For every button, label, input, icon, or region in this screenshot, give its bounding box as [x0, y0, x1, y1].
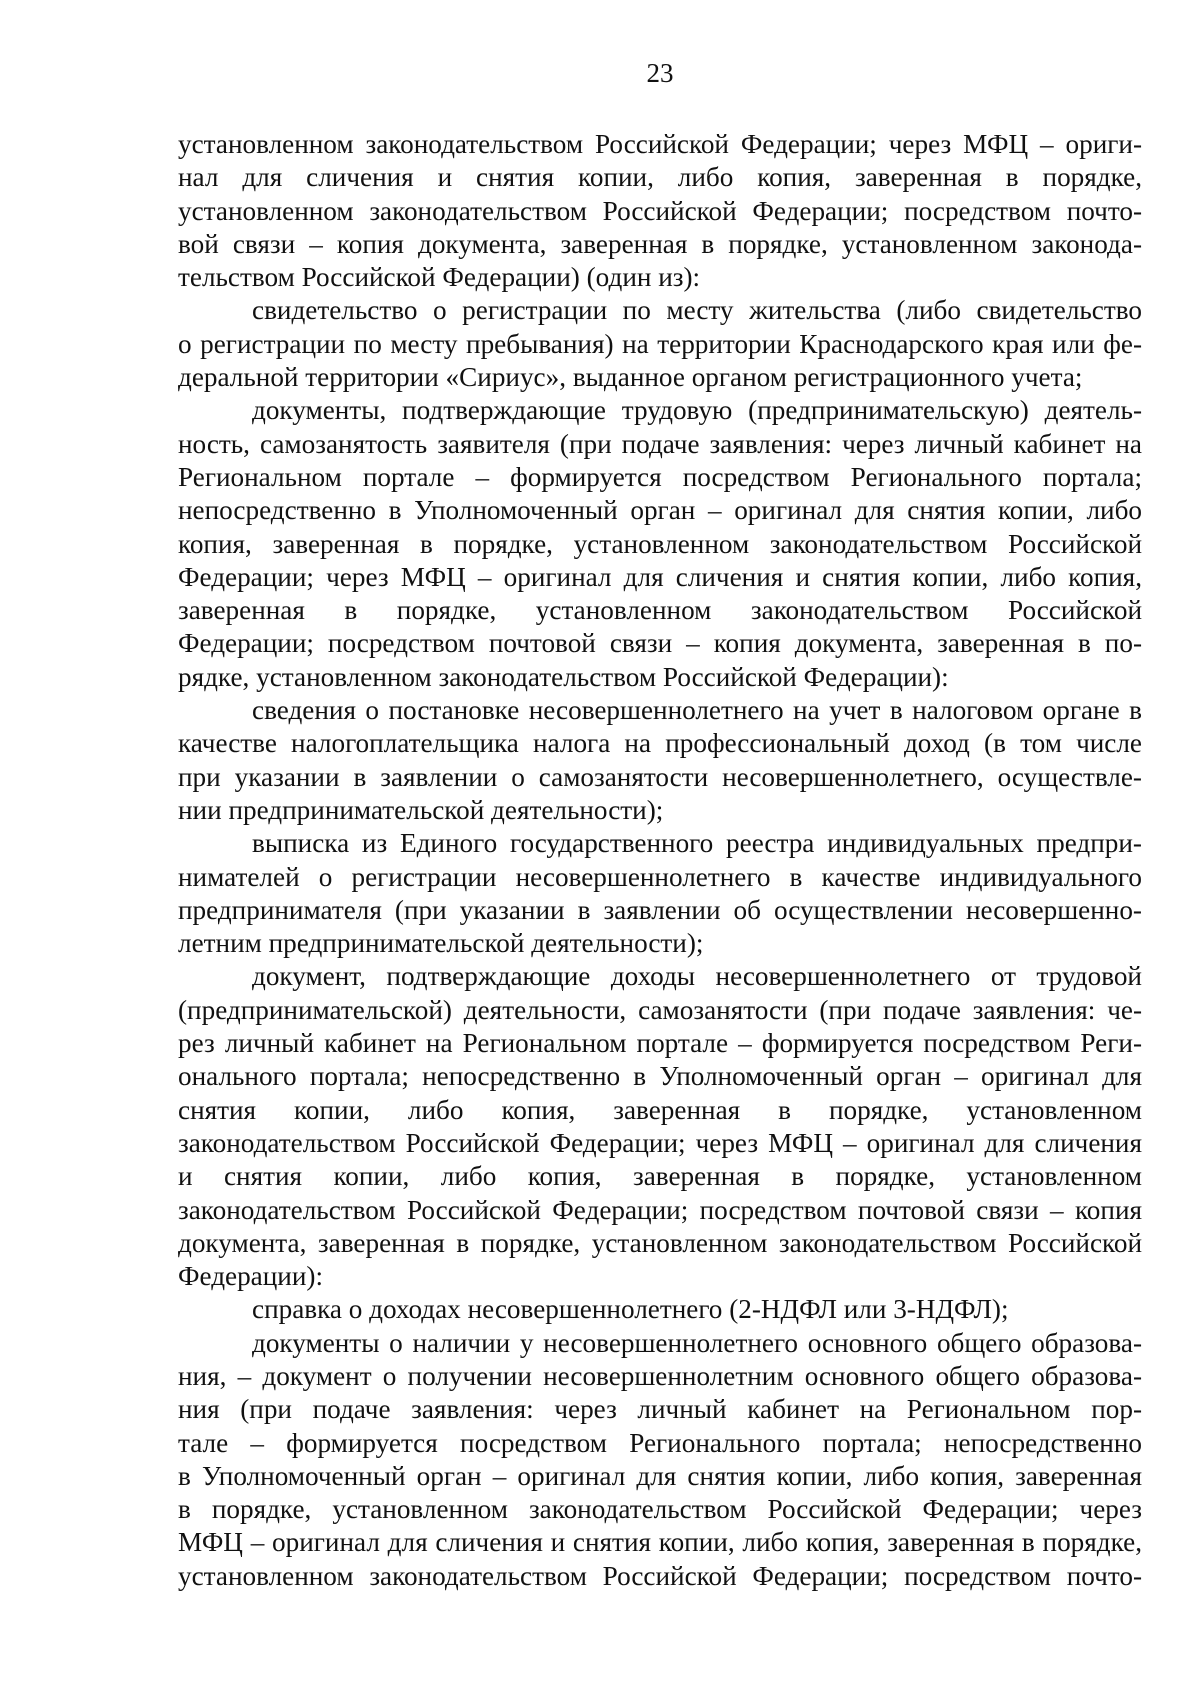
text-line: документы, подтверждающие трудовую (предпринимательскую) деятель-	[252, 395, 1142, 426]
text-line: документ, подтверждающие доходы несовершеннолетнего от трудовой	[252, 961, 1142, 992]
text-line: копия, заверенная в порядке, установленном законодательством Российской	[178, 528, 1142, 559]
text-line: снятия копии, либо копия, заверенная в порядке, установленном	[178, 1094, 1142, 1125]
text-line: нии предпринимательской деятельности);	[178, 794, 664, 825]
text-line: свидетельство о регистрации по месту жительства (либо свидетельство	[252, 295, 1142, 326]
text-line: Федерации; посредством почтовой связи – копия документа, заверенная в по-	[178, 628, 1142, 659]
text-line: установленном законодательством Российской Федерации; посредством почто-	[178, 195, 1142, 226]
text-line: предпринимателя (при указании в заявлении об осуществлении несовершенно-	[178, 894, 1142, 925]
text-line: ния, – документ о получении несовершеннолетним основного общего образова-	[178, 1360, 1142, 1391]
text-line: в Уполномоченный орган – оригинал для снятия копии, либо копия, заверенная	[178, 1460, 1142, 1491]
text-line: и снятия копии, либо копия, заверенная в порядке, установленном	[178, 1161, 1142, 1192]
text-line: документа, заверенная в порядке, установленном законодательством Российской	[178, 1227, 1142, 1258]
text-line: Федерации; через МФЦ – оригинал для сличения и снятия копии, либо копия,	[178, 561, 1142, 592]
text-line: установленном законодательством Российской Федерации; посредством почто-	[178, 1560, 1142, 1591]
text-line: заверенная в порядке, установленном законодательством Российской	[178, 595, 1142, 626]
text-line: сведения о постановке несовершеннолетнего на учет в налоговом органе в	[252, 695, 1142, 726]
text-line: непосредственно в Уполномоченный орган – оригинал для снятия копии, либо	[178, 495, 1142, 526]
text-line: нимателей о регистрации несовершеннолетнего в качестве индивидуального	[178, 861, 1142, 892]
text-line: законодательством Российской Федерации; через МФЦ – оригинал для сличения	[178, 1127, 1142, 1158]
text-line: тале – формируется посредством Регионального портала; непосредственно	[178, 1427, 1142, 1458]
text-line: деральной территории «Сириус», выданное органом регистрационного учета;	[178, 362, 1083, 393]
text-line: вой связи – копия документа, заверенная в порядке, установленном законода-	[178, 228, 1142, 259]
text-line: рядке, установленном законодательством Российской Федерации):	[178, 661, 949, 692]
text-line: качестве налогоплательщика налога на профессиональный доход (в том числе	[178, 728, 1142, 759]
text-line: справка о доходах несовершеннолетнего (2-НДФЛ или 3-НДФЛ);	[252, 1294, 1009, 1325]
text-line: документы о наличии у несовершеннолетнего основного общего образова-	[252, 1327, 1142, 1358]
text-line: законодательством Российской Федерации; посредством почтовой связи – копия	[178, 1194, 1142, 1225]
text-line: рез личный кабинет на Региональном портале – формируется посредством Реги-	[178, 1028, 1142, 1059]
text-line: ния (при подаче заявления: через личный кабинет на Региональном пор-	[178, 1394, 1142, 1425]
text-line: о регистрации по месту пребывания) на территории Краснодарского края или фе-	[178, 328, 1142, 359]
text-line: тельством Российской Федерации) (один из):	[178, 262, 701, 293]
text-line: установленном законодательством Российской Федерации; через МФЦ – ориги-	[178, 129, 1142, 159]
text-line: (предпринимательской) деятельности, самозанятости (при подаче заявления: че-	[178, 994, 1142, 1025]
text-line: в порядке, установленном законодательством Российской Федерации; через	[178, 1494, 1142, 1525]
text-line: ность, самозанятость заявителя (при подаче заявления: через личный кабинет на	[178, 428, 1142, 459]
text-line: выписка из Единого государственного реестра индивидуальных предпри-	[252, 828, 1142, 859]
text-line: нал для сличения и снятия копии, либо копия, заверенная в порядке,	[178, 162, 1142, 193]
document-body	[178, 128, 1142, 1593]
text-line: при указании в заявлении о самозанятости несовершеннолетнего, осуществле-	[178, 761, 1142, 792]
text-line: МФЦ – оригинал для сличения и снятия копии, либо копия, заверенная в порядке,	[178, 1527, 1142, 1558]
text-line: летним предпринимательской деятельности);	[178, 928, 704, 959]
text-line: Федерации):	[178, 1261, 324, 1292]
text-line: Региональном портале – формируется посредством Регионального портала;	[178, 461, 1142, 492]
page-number: 23	[646, 58, 674, 88]
text-line: онального портала; непосредственно в Уполномоченный орган – оригинал для	[178, 1061, 1142, 1092]
